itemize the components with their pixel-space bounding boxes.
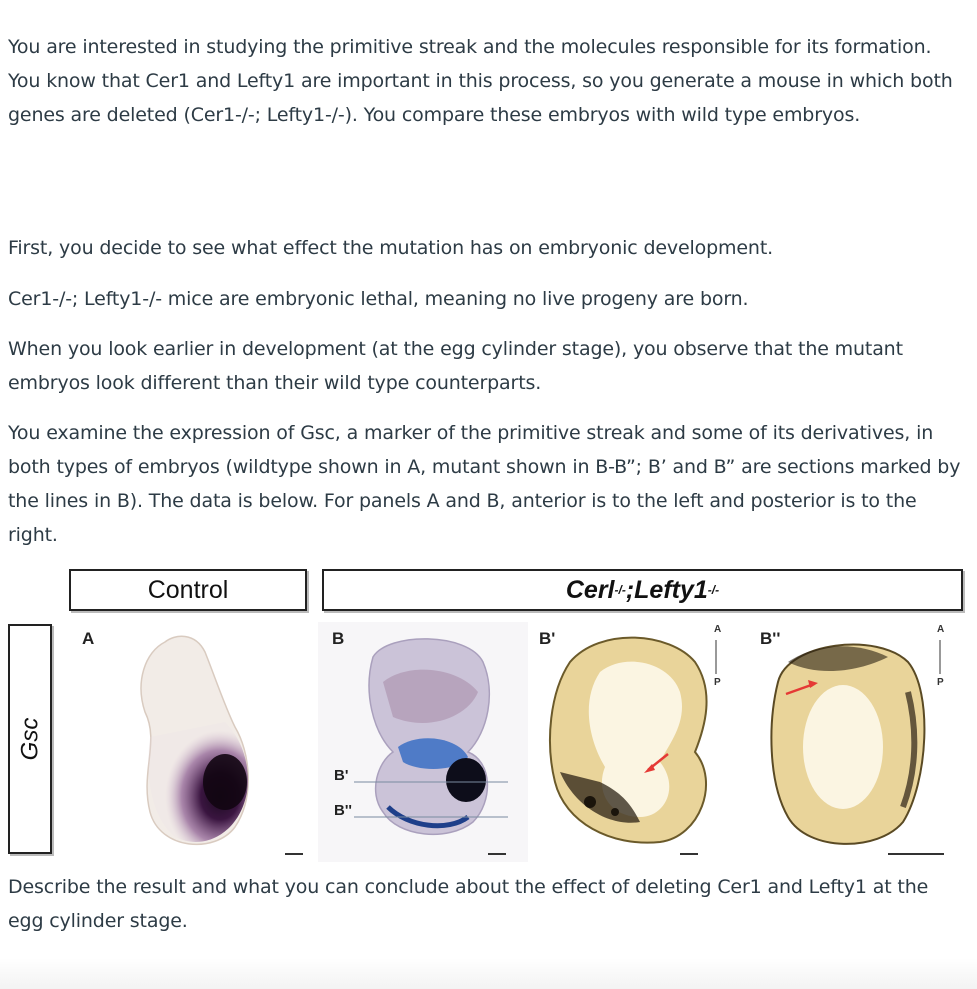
panel-a-letter: A [82,629,95,648]
section-line-b-double-prime: B'' [334,802,352,819]
paragraph-lethal: Cer1-/-; Lefty1-/- mice are embryonic lethal, meaning no live progeny are born. [8,288,749,310]
panel-b-image [318,622,528,862]
mutant-label: Cerl -/- ;Lefty1 -/- [322,569,963,611]
gsc-expression-figure [0,560,977,860]
question-prompt: Describe the result and what you can conclude about the effect of deleting Cer1 and Lefty1 at the egg cylinder stage. [8,876,929,932]
panel-b-prime-image [530,622,740,862]
paragraph-development: First, you decide to see what effect the mutation has on embryonic development. [8,237,774,259]
posterior-label-b-prime: P [714,677,721,688]
anterior-label-b-double-prime: A [937,624,945,635]
section-line-b-prime: B' [334,767,349,784]
anterior-label-b-prime: A [714,624,722,635]
panel-b-double-prime-image [748,622,960,862]
posterior-label-b-double-prime: P [937,677,944,688]
paragraph-gsc-expression: You examine the expression of Gsc, a marker of the primitive streak and some of its derivatives, in both types of embryos (wildtype shown in A, mutant shown in B-B”; B’ and B” are sections marked by the lines in B). The data is below. For panels A and B, anterior is to the left and posterior is to the right. [8,422,961,546]
gsc-row-label: Gsc [8,624,52,854]
panel-b-prime-letter: B' [539,629,556,648]
page-bottom-edge [0,958,977,989]
panel-a-image [65,622,305,862]
panel-b-letter: B [332,629,345,648]
panel-b-double-prime-letter: B'' [760,629,781,648]
paragraph-egg-cylinder: When you look earlier in development (at the egg cylinder stage), you observe that the mutant embryos look different than their wild type counterparts. [8,338,903,394]
control-label: Control [69,569,307,611]
intro-paragraph: You are interested in studying the primitive streak and the molecules responsible for its formation. You know that Cer1 and Lefty1 are important in this process, so you generate a mouse in which both genes are deleted (Cer1-/-; Lefty1-/-). You compare these embryos with wild type embryos. [8,36,953,126]
